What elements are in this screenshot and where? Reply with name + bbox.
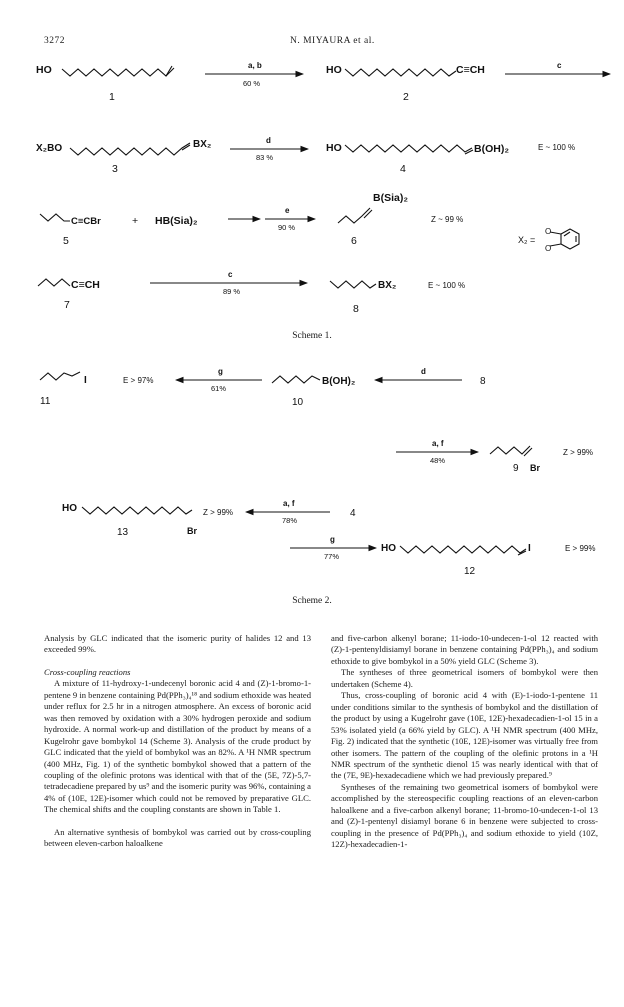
s1-yield-c2: 89 % (223, 287, 241, 296)
s2-selectivity-9: Z > 99% (563, 448, 594, 457)
s2-product13-suffix: Br (187, 526, 198, 536)
chain-3 (70, 143, 190, 155)
s1-product2-suffix: C≡CH (456, 64, 485, 76)
s1-start3-suffix: BX₂ (193, 139, 212, 150)
s2-product11-suffix: I (84, 375, 87, 386)
chain-10 (272, 376, 320, 383)
chain-1 (62, 66, 172, 76)
s1-start3-prefix: X₂BO (36, 143, 63, 154)
chain-7 (38, 279, 70, 286)
right-paragraph-3: Thus, cross-coupling of boronic acid 4 with (E)-1-iodo-1-pentene 11 under conditions similar to the synthesis of bombykol and the distillation of the product by using a Kugelrohr gave (10E, 12E)-hexadecadien-1-ol 15 in a 53% isolated yield (a 66% yield by GLC). A ¹H NMR spectrum (400 MHz, Fig. 2) indicated that the synthetic (10E, 12E)-isomer was virtually free from other isomers. The pattern of the coupling of the olefinic protons in a ¹H NMR spectrum of the synthetic dienol 15 was nearly identical with that of the (7E, 9E)-hexadecadiene which we had previously prepared.⁹ (331, 690, 598, 781)
s2-product9-suffix: Br (530, 463, 541, 473)
s1-start: HO (36, 64, 52, 76)
left-paragraph-3: An alternative synthesis of bombykol was carried out by cross-coupling between eleven-carbon haloalkene (44, 826, 311, 849)
s2-label-11: 11 (40, 396, 51, 407)
chain-8 (330, 281, 376, 288)
s1-legend-o1: O (545, 227, 552, 236)
chain-9 (490, 446, 530, 454)
s2-start-4: 4 (350, 508, 356, 519)
s1-product2-prefix: HO (326, 64, 342, 76)
s2-label-10: 10 (292, 397, 304, 408)
s1-legend-x2: X₂ = (518, 235, 536, 245)
chain-13 (82, 507, 192, 514)
left-paragraph-1: Analysis by GLC indicated that the isomeric purity of halides 12 and 13 exceeded 99%. (44, 633, 311, 655)
s2-intermediate10-suffix: B(OH)₂ (322, 376, 356, 387)
right-paragraph-4: Syntheses of the remaining two geometrical isomers of bombykol were accomplished by the stereospecific coupling reactions of an eleven-carbon haloalkene and a five-carbon alkenyl borane; 11-bromo-10-undecen-1-ol 13 and (Z)-1-pentenyl disiamyl borane 6 in benzene were subjected to cross-coupling in the presence of Pd(PPh₃)₄ and sodium ethoxide to yield (10Z, 12Z)-hexadecadien-1- (331, 781, 598, 850)
chain-2 (345, 69, 456, 76)
chain-11 (40, 372, 80, 380)
left-paragraph-2: A mixture of 11-hydroxy-1-undecenyl boronic acid 4 and (Z)-1-bromo-1-pentene 9 in benzene containing Pd(PPh₃)₄¹⁸ and sodium ethoxide was heated under reflux for 2.5 hr in a nitrogen atmosphere. An excess of boronic acid was then removed by oxidation with a 30% hydrogen peroxide and sodium hydroxide. A normal work-up and distillation of the product by means of a Kugelrohr gave bombykol 14 (Scheme 3). Analysis of the crude product by GLC indicated that the yield of bombykol was an 82%. A ¹H NMR spectrum (400 MHz, Fig. 1) of the synthetic bombykol showed that a pattern of the coupling of the olefinic protons was identical with that of the (5E, 7Z)-5,7-tetradecadiene prepared by us⁹ and the isomeric purity was 96%, containing a 4% of (10E, 12E)-isomer which could not be removed by preparative GLC. The chemical shifts and the coupling constants are shown in Table 1. (44, 678, 311, 815)
s1-yield-ab: 60 % (243, 79, 261, 88)
s2-selectivity-13: Z > 99% (203, 508, 234, 517)
s2-yield-af2: 78% (282, 516, 298, 525)
right-paragraph-2: The syntheses of three geometrical isomers of bombykol were then undertaken (Scheme 4). (331, 667, 598, 689)
s2-cond-g2: g (330, 535, 335, 544)
s1-cond-e: e (285, 206, 290, 215)
s1-selectivity-8: E ~ 100 % (428, 281, 466, 290)
running-title: N. MIYAURA et al. (290, 36, 375, 46)
s1-label-5: 5 (63, 235, 69, 247)
s1-label-3: 3 (112, 163, 118, 175)
s2-product12-suffix: I (528, 543, 531, 554)
scheme-2-caption: Scheme 2. (292, 596, 332, 606)
right-column (331, 633, 598, 851)
s2-yield-af1: 48% (430, 456, 446, 465)
s2-cond-g1: g (218, 367, 223, 376)
s1-cond-ab: a, b (248, 61, 262, 70)
s1-product4-suffix: B(OH)₂ (474, 143, 509, 155)
s1-yield-d: 83 % (256, 153, 274, 162)
s2-selectivity-12: E > 99% (565, 544, 596, 553)
s2-product13-prefix: HO (62, 503, 77, 514)
s2-yield-g1: 61% (211, 384, 227, 393)
s1-product4-prefix: HO (326, 142, 342, 154)
s2-label-13: 13 (117, 527, 129, 538)
s2-product12-prefix: HO (381, 543, 396, 554)
s2-selectivity-11: E > 97% (123, 376, 154, 385)
s1-product8-suffix: BX₂ (378, 280, 397, 291)
s1-reagent-7: C≡CH (71, 279, 100, 291)
s1-product6-group: B(Sia)₂ (373, 192, 409, 204)
s1-label-7: 7 (64, 299, 70, 311)
s2-cond-af2: a, f (283, 499, 295, 508)
chain-5 (40, 214, 70, 221)
s1-cond-c: c (557, 61, 562, 70)
s1-yield-e: 90 % (278, 223, 296, 232)
s1-label-4: 4 (400, 163, 406, 175)
s1-label-2: 2 (403, 91, 409, 103)
s1-reagent-sia: HB(Sia)₂ (155, 215, 198, 227)
s2-cond-d: d (421, 367, 426, 376)
s1-label-8: 8 (353, 303, 359, 315)
s1-cond-c2: c (228, 270, 233, 279)
s2-yield-g2: 77% (324, 552, 340, 561)
chain-12 (400, 546, 526, 553)
s2-start-8: 8 (480, 376, 486, 387)
s2-label-9: 9 (513, 463, 519, 474)
page-number: 3272 (44, 36, 65, 46)
section-heading: Cross-coupling reactions (44, 666, 131, 677)
catechol-ring-icon (550, 229, 579, 249)
scheme-1-caption: Scheme 1. (292, 331, 332, 341)
s1-label-6: 6 (351, 235, 357, 247)
s1-selectivity-6: Z ~ 99 % (431, 215, 464, 224)
right-paragraph-1: and five-carbon alkenyl borane; 11-iodo-10-undecen-1-ol 12 reacted with (Z)-1-pentenyldisiamyl borane in benzene containing Pd(PPh₃)₄ and sodium ethoxide to give bombykol in a 50% yield GLC (Scheme 3). (331, 633, 598, 666)
s1-plus: + (132, 215, 139, 227)
s1-reagent-5: C≡CBr (71, 216, 101, 227)
chain-4 (345, 145, 472, 152)
s1-label-1: 1 (109, 91, 115, 103)
s1-selectivity-4: E ~ 100 % (538, 143, 576, 152)
chain-6 (338, 208, 370, 223)
s1-cond-d: d (266, 136, 271, 145)
s2-label-12: 12 (464, 566, 476, 577)
s2-cond-af1: a, f (432, 439, 444, 448)
left-column (44, 633, 311, 850)
s1-legend-o2: O (545, 244, 552, 253)
